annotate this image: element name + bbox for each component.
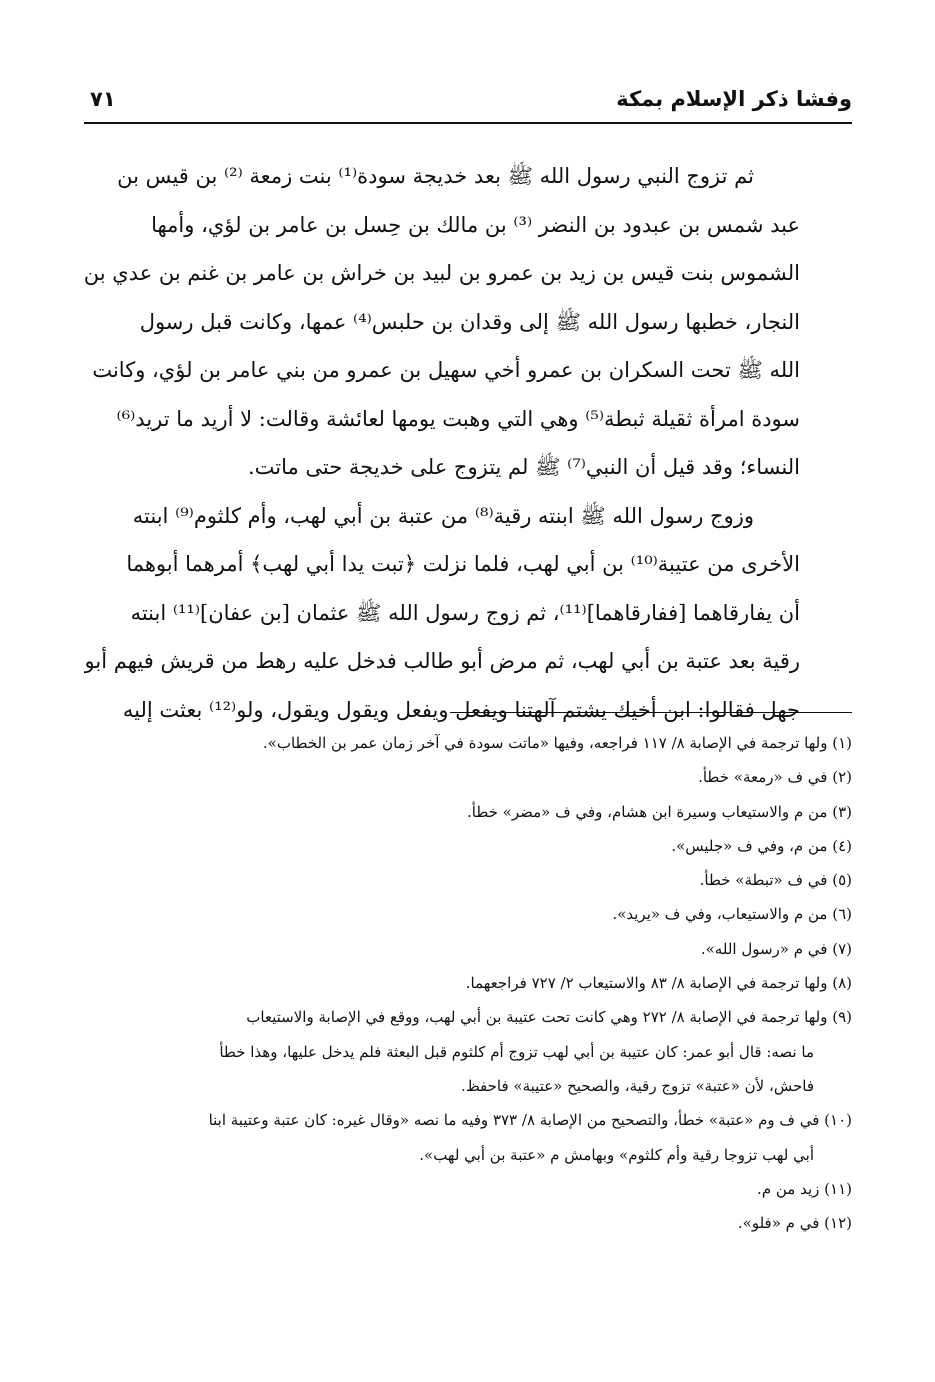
footnote: (٤) من م، وفي ف «جليس». <box>671 836 852 855</box>
footnote: (٢) في ف «رمعة» خطأ. <box>698 768 852 787</box>
text-line: أن يفارقاهما [ففارقاهما]⁽¹¹⁾، ثم زوج رسول الله ﷺ عثمان [بن عفان]⁽¹¹⁾ ابنته <box>130 600 800 625</box>
footnote-divider <box>450 712 852 713</box>
page-number: ٧١ <box>90 87 116 111</box>
running-title: وفشا ذكر الإسلام بمكة <box>616 87 852 111</box>
footnote: (٣) من م والاستيعاب وسيرة ابن هشام، وفي ف «مضر» خطأ. <box>467 802 852 821</box>
footnote: (١٠) في ف وم «عتبة» خطأ، والتصحيح من الإصابة ٨/ ٣٧٣ وفيه ما نصه «وقال غيره: كان عتبة وعتيبة ابنا <box>208 1111 852 1130</box>
paragraph <box>84 152 852 492</box>
text-line: جهل فقالوا: ابن أخيك يشتم آلهتنا ويفعل ويفعل ويقول ويقول، ولو⁽¹²⁾ بعثت إليه <box>122 697 800 722</box>
footnote: (٦) من م والاستيعاب، وفي ف «يريد». <box>612 905 852 924</box>
footnote: (١٢) في م «فلو». <box>737 1214 852 1233</box>
text-line: سودة امرأة ثقيلة ثبطة⁽⁵⁾ وهي التي وهبت يومها لعائشة وقالت: لا أريد ما تريد⁽⁶⁾ <box>116 406 800 431</box>
footnote: (١) ولها ترجمة في الإصابة ٨/ ١١٧ فراجعه، وفيها «ماتت سودة في آخر زمان عمر بن الخطاب». <box>262 734 852 752</box>
page-header <box>84 84 852 118</box>
footnote: (١١) زيد من م. <box>757 1179 852 1198</box>
footnote: (٩) ولها ترجمة في الإصابة ٨/ ٢٧٢ وهي كانت تحت عتيبة بن أبي لهب، ووقع في الإصابة والاستيعاب <box>246 1008 852 1027</box>
text-line: النساء؛ وقد قيل أن النبي⁽⁷⁾ ﷺ لم يتزوج على خديجة حتى ماتت. <box>247 455 800 479</box>
text-line: النجار، خطبها رسول الله ﷺ إلى وقدان بن حلبس⁽⁴⁾ عمها، وكانت قبل رسول <box>139 309 800 334</box>
text-line: ثم تزوج النبي رسول الله ﷺ بعد خديجة سودة⁽¹⁾ بنت زمعة ⁽²⁾ بن قيس بن <box>117 164 754 188</box>
footnote-continuation: ما نصه: قال أبو عمر: كان عتيبة بن أبي لهب تزوج أم كلثوم قبل البعثة فلم يدخل عليها، وهذا خطأ <box>219 1042 814 1061</box>
footnote-continuation: فاحش، لأن «عتبة» تزوج رقية، والصحيح «عتيبة» فاحفظ. <box>461 1076 814 1095</box>
text-line: رقية بعد عتبة بن أبي لهب، ثم مرض أبو طالب فدخل عليه رهط من قريش فيهم أبو <box>84 649 800 673</box>
footnote: (٥) في ف «تبطة» خطأ. <box>699 871 852 890</box>
text-line: الأخرى من عتيبة⁽¹⁰⁾ بن أبي لهب، فلما نزلت ﴿تبت يدا أبي لهب﴾ أمرهما أبوهما <box>126 552 800 576</box>
text-line: وزوج رسول الله ﷺ ابنته رقية⁽⁸⁾ من عتبة بن أبي لهب، وأم كلثوم⁽⁹⁾ ابنته <box>132 503 754 528</box>
footnote: (٨) ولها ترجمة في الإصابة ٨/ ٨٣ والاستيعاب ٢/ ٧٢٧ فراجعهما. <box>465 974 852 993</box>
paragraph <box>84 492 852 735</box>
main-text <box>84 152 852 734</box>
header-divider <box>84 122 852 124</box>
footnote: (٧) في م «رسول الله». <box>700 939 852 958</box>
text-line: عبد شمس بن عبدود بن النضر ⁽³⁾ بن مالك بن حِسل بن عامر بن لؤي، وأمها <box>151 212 800 237</box>
text-line: الشموس بنت قيس بن زيد بن عمرو بن لبيد بن خراش بن عامر بن غنم بن عدي بن <box>84 261 800 285</box>
footnote-continuation: أبي لهب تزوجا رقية وأم كلثوم» وبهامش م «عتبة بن أبي لهب». <box>419 1145 814 1164</box>
text-line: الله ﷺ تحت السكران بن عمرو أخي سهيل بن عمرو من بني عامر بن لؤي، وكانت <box>92 358 800 382</box>
footnotes <box>84 726 852 1240</box>
